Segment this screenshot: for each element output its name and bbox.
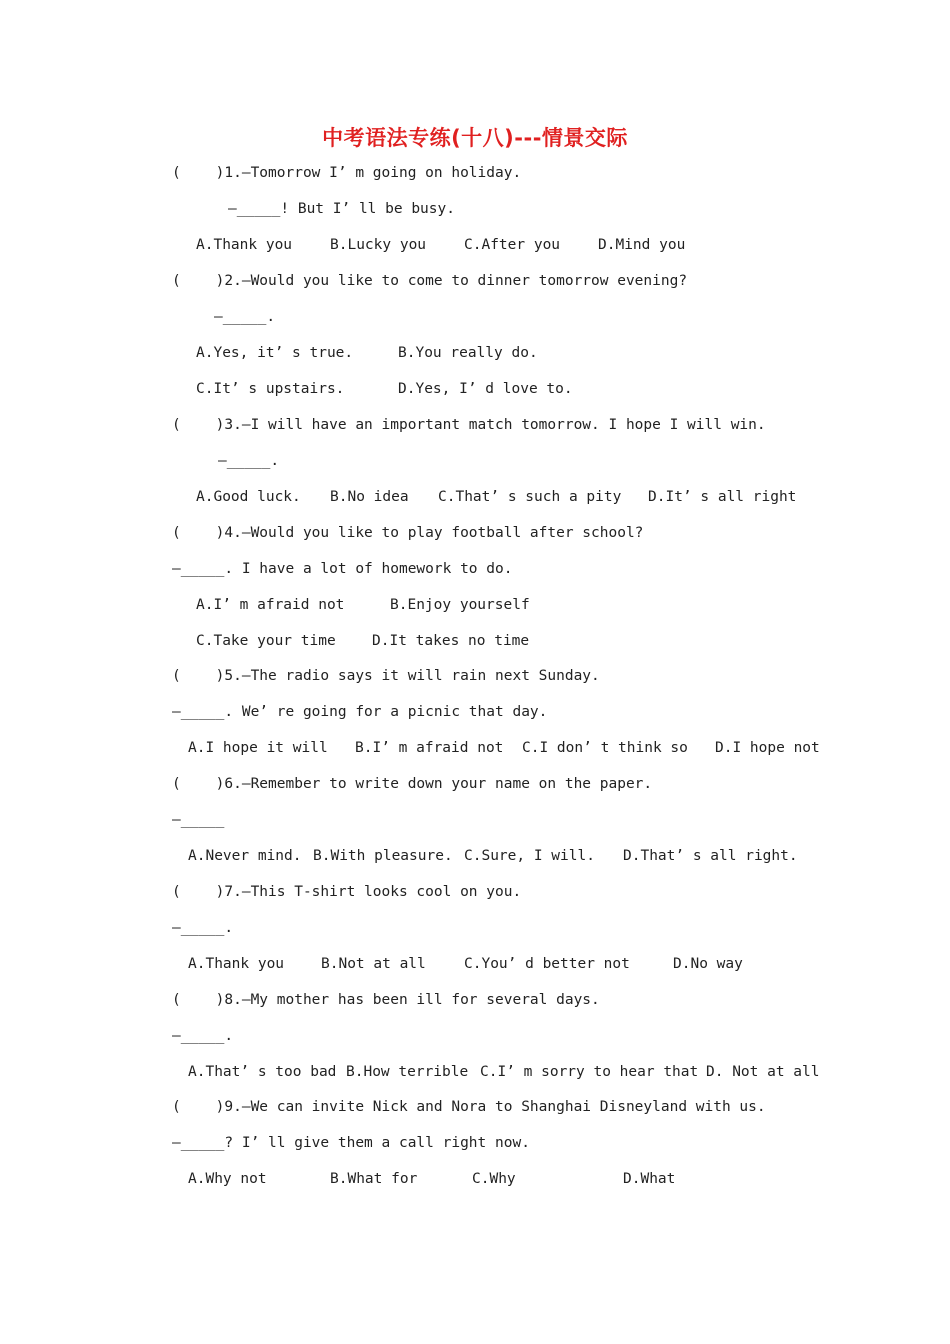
question-2-reply: —_____. xyxy=(214,309,276,325)
question-1-reply: —_____! But I’ ll be busy. xyxy=(228,201,455,217)
question-7-option-a: A.Thank you xyxy=(188,956,285,972)
question-7-option-d: D.No way xyxy=(673,956,743,972)
question-2-option-d: D.Yes, I’ d love to. xyxy=(398,381,573,397)
question-2-option-b: B.You really do. xyxy=(398,345,538,361)
question-9-option-b: B.What for xyxy=(330,1171,418,1187)
question-9-option-a: A.Why not xyxy=(188,1171,267,1187)
question-1-option-b: B.Lucky you xyxy=(330,237,427,253)
question-2-option-a: A.Yes, it’ s true. xyxy=(196,345,354,361)
question-3-option-a: A.Good luck. xyxy=(196,489,301,505)
question-3-option-b: B.No idea xyxy=(330,489,409,505)
question-3-reply: —_____. xyxy=(218,453,280,469)
question-5-stem: ( )5.—The radio says it will rain next Sunday. xyxy=(172,668,600,684)
question-8-reply: —_____. xyxy=(172,1028,234,1044)
question-6-option-a: A.Never mind. xyxy=(188,848,302,864)
question-4-option-b: B.Enjoy yourself xyxy=(390,597,530,613)
question-6-reply: —_____ xyxy=(172,812,225,828)
question-7-option-b: B.Not at all xyxy=(321,956,426,972)
question-8-option-d: D. Not at all xyxy=(706,1064,820,1080)
page-title: 中考语法专练(十八)---情景交际 xyxy=(322,126,628,150)
question-1-stem: ( )1.—Tomorrow I’ m going on holiday. xyxy=(172,165,522,181)
question-3-stem: ( )3.—I will have an important match tomorrow. I hope I will win. xyxy=(172,417,766,433)
question-5-reply: —_____. We’ re going for a picnic that day. xyxy=(172,704,548,720)
question-4-reply: —_____. I have a lot of homework to do. xyxy=(172,561,513,577)
question-4-option-c: C.Take your time xyxy=(196,633,336,649)
question-4-option-d: D.It takes no time xyxy=(372,633,530,649)
question-8-option-a: A.That’ s too bad xyxy=(188,1064,337,1080)
question-7-stem: ( )7.—This T-shirt looks cool on you. xyxy=(172,884,522,900)
question-3-option-c: C.That’ s such a pity xyxy=(438,489,622,505)
question-5-option-a: A.I hope it will xyxy=(188,740,328,756)
question-9-reply: —_____? I’ ll give them a call right now. xyxy=(172,1135,530,1151)
question-8-option-b: B.How terrible xyxy=(346,1064,469,1080)
question-1-option-d: D.Mind you xyxy=(598,237,686,253)
question-5-option-c: C.I don’ t think so xyxy=(522,740,688,756)
question-6-stem: ( )6.—Remember to write down your name on the paper. xyxy=(172,776,653,792)
question-8-stem: ( )8.—My mother has been ill for several days. xyxy=(172,992,600,1008)
question-6-option-d: D.That’ s all right. xyxy=(623,848,798,864)
question-2-stem: ( )2.—Would you like to come to dinner tomorrow evening? xyxy=(172,273,688,289)
question-9-option-c: C.Why xyxy=(472,1171,516,1187)
question-5-option-b: B.I’ m afraid not xyxy=(355,740,504,756)
question-1-option-c: C.After you xyxy=(464,237,561,253)
question-1-option-a: A.Thank you xyxy=(196,237,293,253)
question-6-option-c: C.Sure, I will. xyxy=(464,848,595,864)
question-3-option-d: D.It’ s all right xyxy=(648,489,797,505)
question-9-option-d: D.What xyxy=(623,1171,676,1187)
question-9-stem: ( )9.—We can invite Nick and Nora to Shanghai Disneyland with us. xyxy=(172,1099,766,1115)
question-7-reply: —_____. xyxy=(172,920,234,936)
question-2-option-c: C.It’ s upstairs. xyxy=(196,381,345,397)
question-4-option-a: A.I’ m afraid not xyxy=(196,597,345,613)
question-4-stem: ( )4.—Would you like to play football after school? xyxy=(172,525,644,541)
question-7-option-c: C.You’ d better not xyxy=(464,956,630,972)
question-6-option-b: B.With pleasure. xyxy=(313,848,453,864)
question-5-option-d: D.I hope not xyxy=(715,740,820,756)
question-8-option-c: C.I’ m sorry to hear that xyxy=(480,1064,699,1080)
